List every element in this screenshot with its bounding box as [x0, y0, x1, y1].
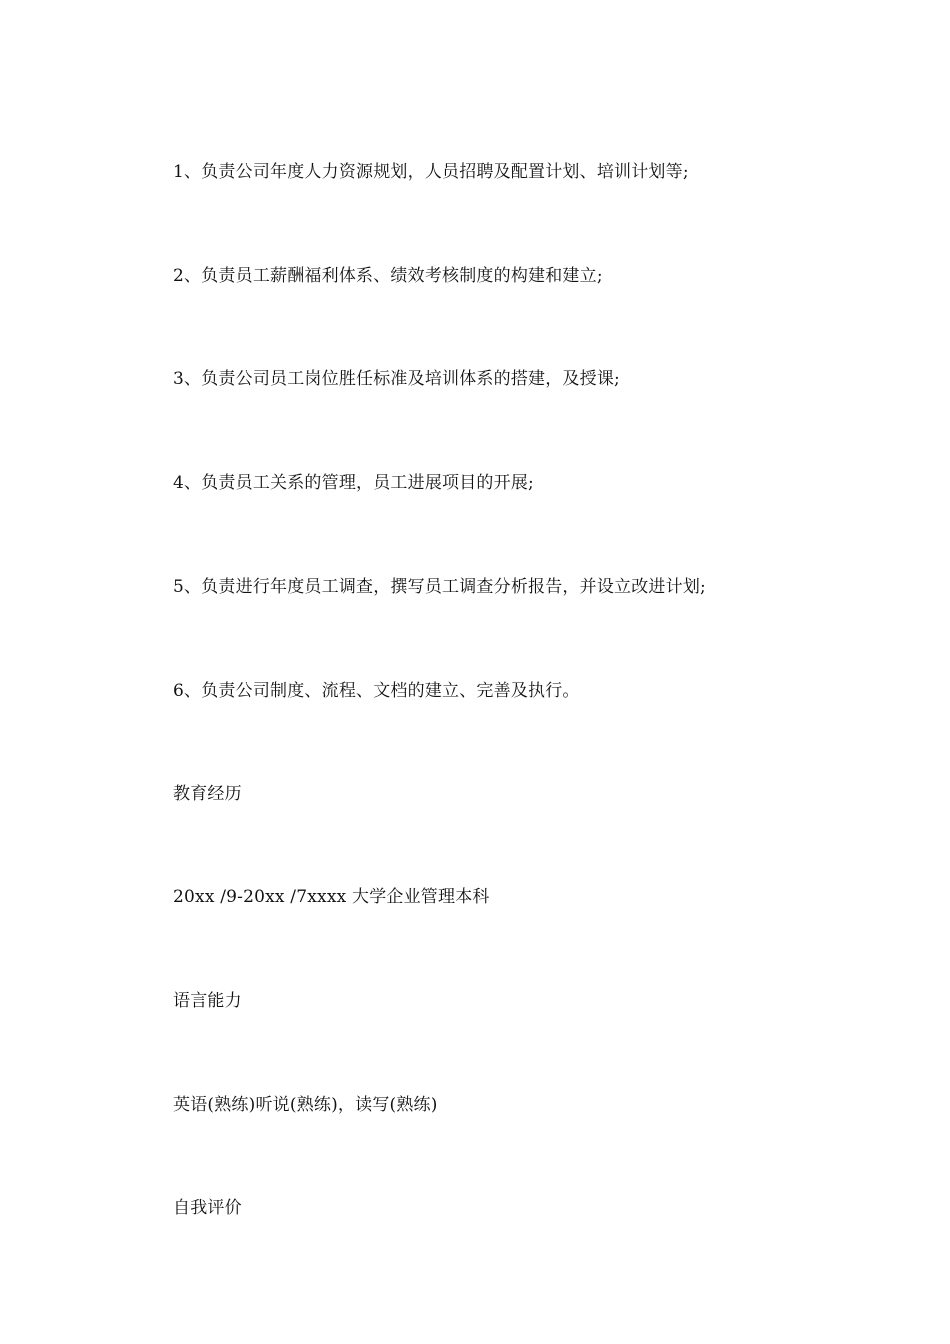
duty-item-6: 6、负责公司制度、流程、文档的建立、完善及执行。 — [173, 681, 580, 701]
education-heading: 教育经历 — [173, 784, 242, 804]
self-evaluation-heading: 自我评价 — [173, 1198, 242, 1218]
language-heading: 语言能力 — [173, 991, 242, 1011]
duty-item-1: 1、负责公司年度人力资源规划，人员招聘及配置计划、培训计划等; — [173, 162, 689, 182]
duty-item-3: 3、负责公司员工岗位胜任标准及培训体系的搭建，及授课; — [173, 369, 620, 389]
duty-item-2: 2、负责员工薪酬福利体系、绩效考核制度的构建和建立; — [173, 266, 603, 286]
language-entry: 英语(熟练)听说(熟练)，读写(熟练) — [173, 1095, 438, 1115]
education-entry: 20xx /9-20xx /7xxxx 大学企业管理本科 — [173, 887, 490, 907]
duty-item-5: 5、负责进行年度员工调查，撰写员工调查分析报告，并设立改进计划; — [173, 577, 706, 597]
duty-item-4: 4、负责员工关系的管理，员工进展项目的开展; — [173, 473, 534, 493]
